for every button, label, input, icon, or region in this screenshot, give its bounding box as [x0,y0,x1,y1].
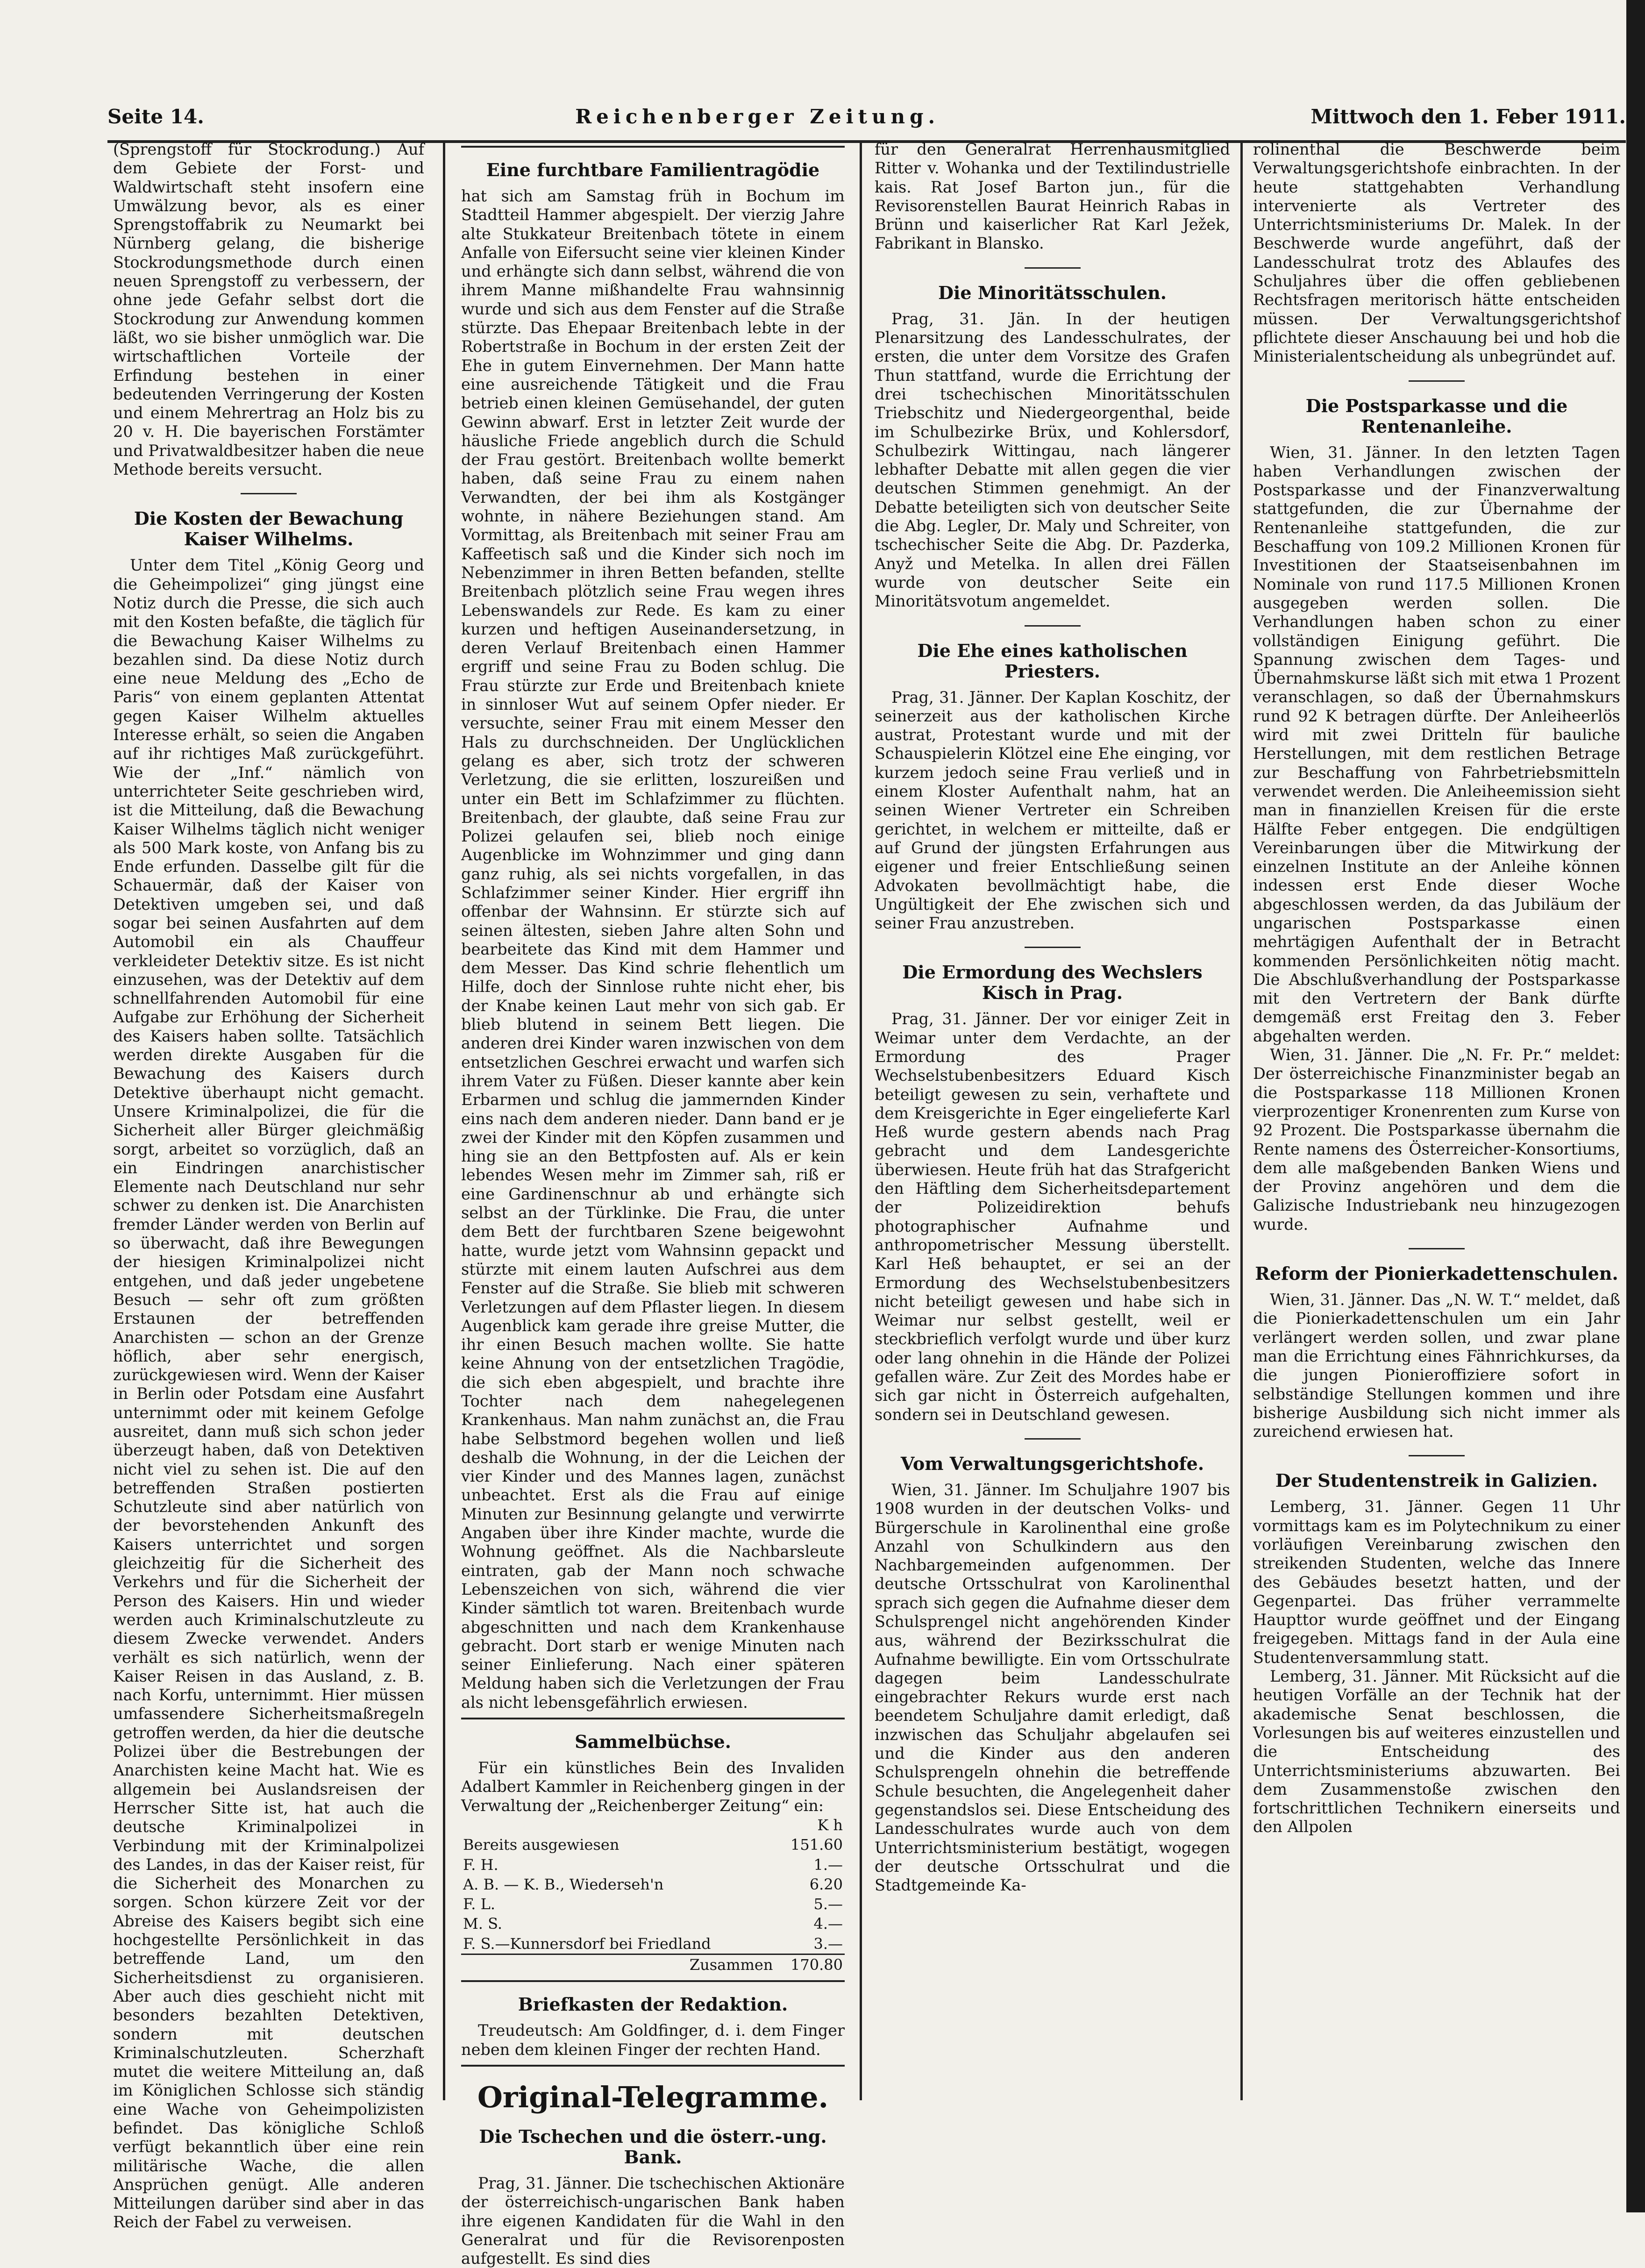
sammelbuechse-intro: Für ein künstliches Bein des Invaliden Adalbert Kammler in Reichenberg gingen in der Verwaltung der „Reichenberger Zeitung“ ein: [461,1759,845,1815]
article-verwaltungsgericht: Wien, 31. Jänner. Im Schuljahre 1907 bis 1908 wurden in der deutschen Volks- und Bürgerschule in Karolinenthal eine große Anzahl von Schulkindern aus den Nachbargemeinden aufgenommen. Der deutsche Ortsschulrat von Karolinenthal sprach sich gegen die Aufnahme dieser dem Schulsprengel nicht angehörenden Kinder aus, während der Bezirksschulrat die Aufnahme bewilligte. Ein vom Ortsschulrate dagegen beim Landesschulrate eingebrachter Rekurs wurde erst nach beendetem Schuljahre damit erledigt, daß inzwischen das Schuljahr abgelaufen sei und die Kinder aus den anderen Schulsprengeln ohnehin die betreffende Schule besuchten, die Angelegenheit daher gegenstandslos sei. Diese Entscheidung des Landesschulrates wurde auch von dem Unterrichtsministerium bestätigt, wogegen der deutsche Ortsschulrat und die Stadtgemeinde Ka- [875,1480,1230,1895]
article-separator [1409,380,1465,382]
article-ermordung-kisch: Prag, 31. Jänner. Der vor einiger Zeit in Weimar unter dem Verdachte, an der Ermordung des Prager Wechselstubenbesitzers Eduard Kisch beteiligt gewesen zu sein, verhaftete und dem Kreisgerichte in Eger eingelieferte Karl Heß wurde gestern abends nach Prag gebracht und dem Landesgerichte überwiesen. Heute früh hat das Strafgericht den Häftling dem Sicherheitsdepartement der Polizeidirektion behufs photographischer Aufnahme und anthropometrischer Messung überstellt. Karl Heß behauptet, er sei an der Ermordung des Wechselstubenbesitzers nicht beteiligt gewesen und habe sich in Weimar nur selbst gestellt, weil er steckbrieflich verfolgt wurde und über kurz oder lang ohnehin in die Hände der Polizei gefallen wäre. Zur Zeit des Mordes habe er sich gar nicht in Österreich aufgehalten, sondern sei in Deutschland gewesen. [875,1010,1230,1424]
column-divider [1240,143,1243,2100]
column-1 [107,140,430,2232]
headline-studentenstreik: Der Studentenstreik in Galizien. [1275,1470,1598,1491]
headline-priester-ehe: Die Ehe eines katholischen Priesters. [917,640,1188,682]
article-postsparkasse: Wien, 31. Jänner. In den letzten Tagen haben Verhandlungen zwischen der Postsparkasse und der Finanzverwaltung stattgefunden, die zur Übernahme der Rentenanleihe stattgefunden, die zur Beschaffung von 109.2 Millionen Kronen für Investitionen der Staatseisenbahnen im Nominale von rund 117.5 Millionen Kronen ausgegeben werden sollen. Die Verhandlungen haben schon zu einer vollständigen Einigung geführt. Die Spannung zwischen dem Tages- und Übernahmskurse läßt sich mit etwa 1 Prozent veranschlagen, so daß der Übernahmskurs rund 92 K betragen dürfte. Der Anleiheerlös wird mit zwei Dritteln für bauliche Herstellungen, mit dem restlichen Betrage zur Beschaffung von Fahrbetriebsmitteln verwendet werden. Die Anleiheemission sieht man in finanziellen Kreisen für die erste Hälfte Feber entgegen. Die endgültigen Vereinbarungen über die Mitwirkung der einzelnen Institute an der Anleihe können indessen erst Ende dieser Woche abgeschlossen werden, da das Jubiläum der ungarischen Postsparkasse einen mehrtägigen Aufenthalt der in Betracht kommenden Persönlichkeiten nötig macht. Die Abschlußverhandlung der Postsparkasse mit den Vertretern der Bank dürfte demgemäß erst Freitag den 3. Feber abgehalten werden. [1253,443,1620,1045]
article-separator [241,493,297,494]
article-studentenstreik: Lemberg, 31. Jänner. Gegen 11 Uhr vormittags kam es im Polytechnikum zu einer vorläufigen Vereinbarung zwischen den streikenden Studenten, welche das Innere des Gebäudes besetzt hatten, und der Gegenpartei. Das früher verrammelte Haupttor wurde geöffnet und der Eingang freigegeben. Mittags fand in der Aula eine Studentenversammlung statt. [1253,1498,1620,1667]
table-row: A. B. — K. B., Wiederseh'n 6.20 [463,1875,843,1893]
section-rule [461,146,845,148]
article-separator [1409,1248,1465,1249]
article-separator [1025,625,1081,627]
table-row: F. H. 1.— [463,1855,843,1874]
currency-unit: K h [817,1816,843,1834]
donation-table [461,1815,845,1975]
section-title-telegramme: Original-Telegramme. [477,2080,829,2114]
newspaper-title: Reichenberger Zeitung. [575,105,940,128]
headline-postsparkasse: Die Postsparkasse und die Rentenanleihe. [1305,395,1568,437]
headline-kaiser-bewachung: Die Kosten der Bewachung Kaiser Wilhelms. [134,508,404,550]
page-header [107,105,1626,133]
column-2 [456,140,850,2268]
column-divider [443,143,445,2100]
table-row: M. S. 4.— [463,1915,843,1933]
column-divider [860,143,862,2100]
headline-pionierkadetten: Reform der Pionierkadettenschulen. [1255,1263,1618,1284]
issue-date: Mittwoch den 1. Feber 1911. [1310,105,1626,128]
headline-familientragoedie: Eine furchtbare Familientragödie [486,159,820,180]
section-rule [461,1718,845,1719]
article-verwaltungsgericht-continued: rolinenthal die Beschwerde beim Verwaltungsgerichtshofe einbrachten. In der heute stattgehabten Verhandlung intervenierte als Vertreter des Unterrichtsministeriums Dr. Malek. In der Beschwerde wurde angeführt, daß der Landesschulrat trotz des Ablaufes des Schuljahres über die offen gebliebenen Rechtsfragen meritorisch hätte entscheiden müssen. Der Verwaltungsgerichtshof pflichtete dieser Anschauung bei und hob die Ministerialentscheidung als unbegründet auf. [1253,140,1620,366]
table-row: F. S.—Kunnersdorf bei Friedland 3.— [463,1934,843,1953]
table-row: Bereits ausgewiesen 151.60 [463,1836,843,1854]
article-bank-continued: für den Generalrat Herrenhausmitglied Ritter v. Wohanka und der Textilindustrielle kais. Rat Josef Barton jun., für die Revisorenstellen Baurat Heinrich Rabas in Brünn und kaiserlicher Rat Karl Ježek, Fabrikant in Blansko. [875,140,1230,253]
headline-tschechen-bank: Die Tschechen und die österr.-ung. Bank. [479,2125,827,2168]
article-priester-ehe: Prag, 31. Jänner. Der Kaplan Koschitz, der seinerzeit aus der katholischen Kirche austrat, Protestant wurde und mit der Schauspielerin Klötzel eine Ehe einging, vor kurzem jedoch seine Frau verließ und in einem Kloster Aufenthalt nahm, hat an seinen Wiener Vertreter ein Schreiben gerichtet, in welchem er mitteilte, daß er auf Grund der jüngsten Erfahrungen aus eigener und freier Entschließung seinen Advokaten bevollmächtigt habe, die Ungültigkeit der Ehe zwischen sich und seiner Frau anzustreben. [875,688,1230,933]
column-3 [869,140,1236,2100]
article-separator [1409,1455,1465,1456]
scan-edge [1626,0,1645,2212]
page-number: Seite 14. [107,105,204,128]
article-familientragoedie: hat sich am Samstag früh in Bochum im Stadtteil Hammer abgespielt. Der vierzig Jahre alte Stukkateur Breitenbach tötete in einem Anfalle von Eifersucht seine vier kleinen Kinder und erhängte sich dann selbst, während die von ihrem Manne mißhandelte Frau wahnsinnig wurde und sich aus dem Fenster auf die Straße stürzte. Das Ehepaar Breitenbach lebte in der Robertstraße in Bochum in der ersten Zeit der Ehe in gutem Einvernehmen. Der Mann hatte eine ausreichende Tätigkeit und die Frau betrieb einen kleinen Gemüsehandel, der guten Gewinn abwarf. Erst in letzter Zeit wurde der häusliche Friede angeblich durch die Schuld der Frau gestört. Breitenbach wollte bemerkt haben, daß seine Frau zu einem nahen Verwandten, der bei ihm als Kostgänger wohnte, in nähere Beziehungen stand. Am Vormittag, als Breitenbach mit seiner Frau am Kaffeetisch saß und die Kinder sich noch im Nebenzimmer in ihren Betten befanden, stellte Breitenbach plötzlich seine Frau wegen ihres Lebenswandels zur Rede. Es kam zu einer kurzen und heftigen Auseinandersetzung, in deren Verlauf Breitenbach einen Hammer ergriff und seine Frau zu Boden schlug. Die Frau stürzte zur Erde und Breitenbach kniete in sinnloser Wut auf seinem Opfer nieder. Er versuchte, seiner Frau mit einem Messer den Hals zu durchschneiden. Der Unglücklichen gelang es aber, sich trotz der schweren Verletzung, die sie erlitten, loszureißen und unter ein Bett im Schlafzimmer zu flüchten. Breitenbach, der glaubte, daß seine Frau zur Polizei gelaufen sei, blieb noch einige Augenblicke im Wohnzimmer und ging dann ganz ruhig, als sei nichts vorgefallen, in das Schlafzimmer seiner Kinder. Hier ergriff ihn offenbar der Wahnsinn. Er stürzte sich auf seinen ältesten, sieben Jahre alten Sohn und bearbeitete das Kind mit dem Hammer und dem Messer. Das Kind schrie flehentlich um Hilfe, doch der Sinnlose ruhte nicht eher, bis der Knabe keinen Laut mehr von sich gab. Er blieb blutend in seinem Bett liegen. Die anderen drei Kinder waren inzwischen von dem entsetzlichen Geschrei erwacht und warfen sich ihrem Vater zu Füßen. Dieser kannte aber kein Erbarmen und schlug die jammernden Kinder eins nach dem anderen nieder. Dann band er je zwei der Kinder mit den Köpfen zusammen und hing sie an den Bettpfosten auf. Als er kein lebendes Wesen mehr im Zimmer sah, riß er eine Gardinenschnur ab und erhängte sich selbst an der Türklinke. Die Frau, die unter dem Bett der furchtbaren Szene beigewohnt hatte, wurde jetzt vom Wahnsinn gepackt und stürzte mit einem lauten Aufschrei aus dem Fenster auf die Straße. Sie blieb mit schweren Verletzungen auf dem Pflaster liegen. In diesem Augenblick kam gerade ihre greise Mutter, die ihr einen Besuch machen wollte. Sie hatte keine Ahnung von der entsetzlichen Tragödie, die sich eben abgespielt, und brachte ihre Tochter nach dem nahegelegenen Krankenhaus. Man nahm zunächst an, die Frau habe Selbstmord begehen wollen und ließ deshalb die Wohnung, in der die Leichen der vier Kinder und des Mannes lagen, zunächst unbeachtet. Erst als die Frau auf einige Minuten zur Besinnung gelangte und verwirrte Angaben über ihre Kinder machte, wurde die Wohnung geöffnet. Als die Nachbarsleute eintraten, gab der Mann noch schwache Lebenszeichen von sich, während die vier Kinder sämtlich tot waren. Breitenbach wurde abgeschnitten und nach dem Krankenhause gebracht. Dort starb er wenige Minuten nach seiner Einlieferung. Nach einer späteren Meldung haben sich die Verletzungen der Frau als nicht lebensgefährlich erwiesen. [461,187,845,1712]
article-separator [1025,947,1081,948]
column-4 [1247,140,1626,2100]
headline-minoritaetsschulen: Die Minoritätsschulen. [938,282,1167,303]
article-tschechen-bank: Prag, 31. Jänner. Die tschechischen Aktionäre der österreichisch-ungarischen Bank haben ihre eigenen Kandidaten für die Wahl in den Generalrat und für die Revisorenposten aufgestellt. Es sind dies [461,2174,845,2268]
table-total-row: Zusammen 170.80 [461,1954,845,1975]
headline-verwaltungsgericht: Vom Verwaltungsgerichtshofe. [900,1453,1204,1474]
article-sprengstoff: (Sprengstoff für Stockrodung.) Auf dem Gebiete der Forst- und Waldwirtschaft steht insofern eine Umwälzung bevor, als es einer Sprengstoffabrik zu Neumarkt bei Nürnberg gelang, die bisherige Stockrodungsmethode durch einen neuen Sprengstoff zu verbessern, der ohne jede Gefahr selbst dort die Stockrodung zur Anwendung kommen läßt, wo sie bisher unmöglich war. Die wirtschaftlichen Vorteile der Erfindung bestehen in einer bedeutenden Verringerung der Kosten und einem Mehrertrag an Holz bis zu 20 v. H. Die bayerischen Forstämter und Privatwaldbesitzer haben die neue Methode bereits versucht. [113,140,424,479]
article-kaiser-bewachung: Unter dem Titel „König Georg und die Geheimpolizei“ ging jüngst eine Notiz durch die Presse, die sich auch mit den Kosten befaßte, die täglich für die Bewachung Kaiser Wilhelms zu bezahlen sind. Da diese Notiz durch eine neue Meldung des „Echo de Paris“ von einem geplanten Attentat gegen Kaiser Wilhelm aktuelles Interesse erhält, so seien die Angaben auf ihr richtiges Maß zurückgeführt. Wie der „Inf.“ nämlich von unterrichteter Seite geschrieben wird, ist die Mitteilung, daß die Bewachung Kaiser Wilhelms täglich nicht weniger als 500 Mark koste, von Anfang bis zu Ende erfunden. Dasselbe gilt für die Schauermär, daß der Kaiser von Detektiven umgeben sei, und daß sogar bei seinen Ausfahrten auf dem Automobil ein als Chauffeur verkleideter Detektiv sitze. Es ist nicht einzusehen, was der Detektiv auf dem schnellfahrenden Automobil für eine Aufgabe zur Erhöhung der Sicherheit des Kaisers haben sollte. Tatsächlich werden direkte Ausgaben für die Bewachung des Kaisers durch Detektive überhaupt nicht gemacht. Unsere Kriminalpolizei, die für die Sicherheit aller Bürger gleichmäßig sorgt, arbeitet so vorzüglich, daß an ein Eindringen anarchistischer Elemente nach Deutschland nur sehr schwer zu denken ist. Die Anarchisten fremder Länder werden von Berlin auf so überwacht, daß ihre Bewegungen der hiesigen Kriminalpolizei nicht entgehen, und daß jeder ungebetene Besuch — sehr oft zum größten Erstaunen der betreffenden Anarchisten — schon an der Grenze höflich, aber sehr energisch, zurückgewiesen wird. Wenn der Kaiser in Berlin oder Potsdam eine Ausfahrt unternimmt oder mit keinem Gefolge ausreitet, dann muß sich schon jeder überzeugt haben, daß von Detektiven nicht viel zu sehen ist. Die auf den betreffenden Straßen postierten Schutzleute sind aber natürlich von der bevorstehenden Ankunft des Kaisers unterrichtet und sorgen gleichzeitig für die Sicherheit des Verkehrs und für die Sicherheit der Person des Kaisers. Hin und wieder werden auch Kriminalschutzleute zu diesem Zwecke verwendet. Anders verhält es sich natürlich, wenn der Kaiser Reisen in das Ausland, z. B. nach Korfu, unternimmt. Hier müssen umfassendere Sicherheitsmaßregeln getroffen werden, da hier die deutsche Polizei über die Bestrebungen der Anarchisten keine Macht hat. Wie es allgemein bei Auslandsreisen der Herrscher Sitte ist, hat auch die deutsche Kriminalpolizei in Verbindung mit der Kriminalpolizei des Landes, in das der Kaiser reist, für die Sicherheit des Monarchen zu sorgen. Schon kürzere Zeit vor der Abreise des Kaisers begibt sich eine hochgestellte Persönlichkeit in das betreffende Land, um den Sicherheitsdienst zu organisieren. Aber auch dies geschieht nicht mit besonders bezahlten Detektiven, sondern mit deutschen Kriminalschutzleuten. Scherzhaft mutet die weitere Mitteilung an, daß im Königlichen Schlosse sich ständig eine Wache von Geheimpolizisten befindet. Das königliche Schloß verfügt bekanntlich über eine rein militärische Wache, die allen Ansprüchen genügt. Alle anderen Mitteilungen darüber sind aber in das Reich der Fabel zu verweisen. [113,556,424,2232]
article-separator [1025,1438,1081,1440]
section-rule [461,1980,845,1982]
article-postsparkasse-2: Wien, 31. Jänner. Die „N. Fr. Pr.“ meldet: Der österreichische Finanzminister begab an die Postsparkasse 118 Millionen Kronen vierprozentiger Kronenrenten zum Kurse von 92 Prozent. Die Postsparkasse übernahm die Rente namens des Österreicher-Konsortiums, dem alle maßgebenden Banken Wiens und der Provinz angehören und dem die Galizische Industriebank neu hinzugezogen wurde. [1253,1046,1620,1234]
headline-sammelbuechse: Sammelbüchse. [575,1731,731,1753]
article-minoritaetsschulen: Prag, 31. Jän. In der heutigen Plenarsitzung des Landesschulrates, der ersten, die unter dem Vorsitze des Grafen Thun stattfand, wurde die Errichtung der drei tschechischen Minoritätsschulen Triebschitz und Niedergeorgenthal, beide im Schulbezirke Brüx, und Kohlersdorf, Schulbezirk Wittingau, nach längerer lebhafter Debatte mit allen gegen die vier deutschen Stimmen genehmigt. An der Debatte beteiligten sich von deutscher Seite die Abg. Legler, Dr. Maly und Schreiter, von tschechischer Seite die Abg. Dr. Pazderka, Anyž und Metelka. In allen drei Fällen wurde von deutscher Seite ein Minoritätsvotum angemeldet. [875,309,1230,611]
headline-ermordung-kisch: Die Ermordung des Wechslers Kisch in Prag. [902,962,1203,1004]
article-separator [1025,267,1081,269]
section-rule [461,2065,845,2067]
table-row: F. L. 5.— [463,1895,843,1913]
article-studentenstreik-2: Lemberg, 31. Jänner. Mit Rücksicht auf die heutigen Vorfälle an der Technik hat der akademische Senat beschlossen, die Vorlesungen bis auf weiteres einzustellen und die Entscheidung des Unterrichtsministeriums abzuwarten. Bei dem Zusammenstoße zwischen den fortschrittlichen Technikern einerseits und den Allpolen [1253,1667,1620,1836]
article-pionierkadetten: Wien, 31. Jänner. Das „N. W. T.“ meldet, daß die Pionierkadettenschulen um ein Jahr verlängert werden sollen, und zwar plane man die Errichtung eines Fähnrichkurses, da die jungen Pionieroffiziere sofort in selbständige Stellungen kommen und ihre bisherige Ausbildung sich nicht immer als zureichend erwiesen hat. [1253,1291,1620,1441]
headline-briefkasten: Briefkasten der Redaktion. [518,1994,788,2015]
briefkasten-text: Treudeutsch: Am Goldfinger, d. i. dem Finger neben dem kleinen Finger der rechten Hand. [461,2021,845,2059]
